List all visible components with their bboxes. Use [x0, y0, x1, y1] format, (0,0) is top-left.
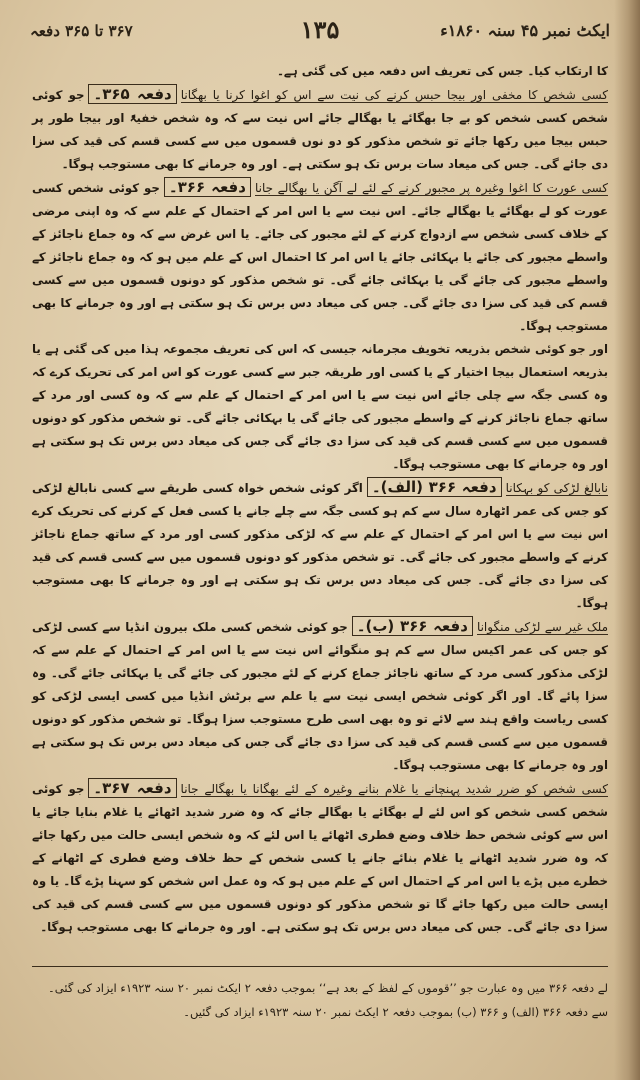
paragraph-text: جو کوئی شخص کسی عورت کو لے بھگائے یا بھگالے جائے۔ اس نیت سے یا اس امر کے احتمال کے علم سے کہ وہ اپنی مرضی کے خلاف کسی شخص سے ازدواج کرنے کے لئے مجبور کی جائے۔ یا اس غرض سے کہ وہ جماع ناجائز کے واسطے مجبور کی جائے یا بہکائی جائے یا اس امر کا احتمال اس کے علم میں ہو کہ وہ جماع ناجائز کے واسطے مجبور کی جائے گی یا بہکائی جائے گی۔ تو شخص مذکور کو دونوں قسموں میں سے کسی قسم کی قید کی سزا دی جائے گی۔ جس کی میعاد دس برس تک ہو سکتی ہے اور وہ جرمانے کا بھی مستوجب ہوگا۔: [32, 181, 608, 333]
paragraph-section-366-continued: [32, 338, 608, 476]
section-heading: دفعہ ۳۶۵۔: [88, 84, 176, 104]
body-text: [32, 60, 608, 960]
footnote-2: سے دفعہ ۳۶۶ (الف) و ۳۶۶ (ب) بموجب دفعہ ۲ ایکٹ نمبر ۲۰ سنہ ۱۹۲۳ء ایزاد کی گئیں۔: [183, 1005, 608, 1019]
section-heading: دفعہ ۳۶۷۔: [88, 778, 176, 798]
marginal-note: ملک غیر سے لڑکی منگوانا: [476, 620, 609, 634]
section-heading: دفعہ ۳۶۶ (ب)۔: [352, 616, 473, 636]
footnote-divider: [32, 966, 608, 967]
paragraph-section-366a: [32, 476, 608, 615]
paragraph-text: جو کوئی شخص کسی ملک بیرون انڈیا سے کسی لڑکی کو جس کی عمر اکیس سال سے کم ہو منگوائے اس نیت سے یا اس امر کے احتمال کے علم سے کہ لڑکی مذکور کسی مرد کے ساتھ ناجائز جماع کرنے کے لئے مجبور کی جائے گی یا بہکائی جائے گی۔ وہ سزا پائے گا۔ اور اگر کوئی شخص ایسی نیت سے یا علم سے برٹش انڈیا میں کسی ایسی لڑکی کو کسی ریاست واقع ہند سے لائے تو وہ بھی اسی طرح مستوجب سزا ہوگا۔ تو شخص مذکور کو دونوں قسموں میں سے کسی قسم کی قید کی سزا دی جائے گی جس کی میعاد دس برس تک ہو سکتی ہے اور وہ جرمانے کا بھی مستوجب ہوگا۔: [32, 620, 608, 772]
paragraph-text: جو کوئی شخص کسی شخص کو بے جا بھگائے یا بھگالے جائے اس نیت سے کہ وہ شخص خفیۃً اور بیجا طور پر حبس بیجا میں رکھا جائے تو شخص مذکور کو دو نوں قسموں میں سے کسی قسم کی قید کی سزا دی جائے گی۔ جس کی میعاد سات برس تک ہو سکتی ہے۔ اور وہ جرمانے کا بھی مستوجب ہوگا۔: [32, 88, 608, 171]
book-spine-shadow: [614, 0, 640, 1080]
marginal-note: نابالغ لڑکی کو بہکانا: [505, 481, 608, 495]
footnote-1: لے دفعہ ۳۶۶ میں وہ عبارت جو ’’قوموں کے لفظ کے بعد ہے‘‘ بموجب دفعہ ۲ ایکٹ نمبر ۲۰ سنہ ۱۹۲۳ء ایزاد کی گئی۔: [48, 981, 608, 995]
marginal-note: کسی شخص کو ضرر شدید پہنچانے یا غلام بنانے وغیرہ کے لئے بھگانا یا بھگالے جانا: [180, 782, 608, 796]
paragraph-text: اگر کوئی شخص خواہ کسی طریقے سے کسی نابالغ لڑکی کو جس کی عمر اٹھارہ سال سے کم ہو کسی جگہ سے چلے جانے یا کسی فعل کے کرنے کی تحریک کرے اس نیت سے یا اس امر کے احتمال کے علم سے کہ لڑکی مذکور کسی اور مرد کے ساتھ جماع ناجائز کرنے کے واسطے مجبور کی جائے گی۔ تو شخص مذکور کو دونوں قسموں میں سے کسی قسم کی قید کی سزا دی جائے گی۔ جس کی میعاد دس برس تک ہو سکتی ہے اور وہ جرمانے کا بھی مستوجب ہوگا۔: [32, 481, 608, 610]
section-heading: دفعہ ۳۶۶۔: [164, 177, 251, 197]
marginal-note: کسی شخص کا مخفی اور بیجا حبس کرنے کی نیت سے اس کو اغوا کرنا یا بھگانا: [180, 88, 608, 102]
section-heading: دفعہ ۳۶۶ (الف)۔: [367, 477, 502, 497]
marginal-note: کسی عورت کا اغوا وغیرہ پر مجبور کرنے کے لئے لے آگن یا بھگالے جانا: [254, 181, 609, 195]
header-act-title: ایکٹ نمبر ۴۵ سنہ ۱۸۶۰ء: [440, 21, 610, 40]
header-section-range: ۳۶۷ تا ۳۶۵ دفعہ: [30, 22, 133, 40]
footnotes: [32, 976, 608, 1056]
paragraph-section-366b: [32, 615, 608, 777]
paragraph-text: جو کوئی شخص کسی شخص کو اس لئے لے بھگائے یا بھگالے جائے کہ وہ ضرر شدید اٹھائے یا غلام بنایا جائے یا اس سے کوئی شخص حظ خلاف وضع فطری اٹھائے یا اس لئے کہ وہ شخص ایسی حالت میں رکھا جائے کہ وہ ضرر شدید اٹھانے یا غلام بنائے جانے یا کسی شخص کے حظ خلاف وضع فطری کے اٹھانے کے خطرے میں پڑے یا اس امر کے احتمال اس کے علم میں ہو کہ وہ عمل اس شخص کو سہنا پڑے گا۔ یا وہ ایسی حالت میں رکھا جائے گا تو شخص مذکور کو دونوں قسموں میں سے کسی قسم کی قید کی سزا دی جائے گی۔ جس کی میعاد دس برس تک ہو سکتی ہے۔ اور وہ جرمانے کا بھی مستوجب ہوگا۔: [32, 782, 608, 934]
paragraph-section-366: [32, 176, 608, 338]
paragraph-section-367: [32, 777, 608, 939]
page-number: ۱۳۵: [300, 15, 340, 44]
paragraph-text: کا ارتکاب کیا۔ جس کی تعریف اس دفعہ میں کی گئی ہے۔: [276, 64, 608, 78]
paragraph-section-365: [32, 83, 608, 176]
page-header: [30, 10, 610, 54]
paragraph-intro: [32, 60, 608, 83]
paragraph-text: اور جو کوئی شخص بذریعہ تخویف مجرمانہ جیسی کہ اس کی تعریف مجموعہ ہذا میں کی گئی ہے یا بذریعہ استعمال بیجا اختیار کے یا کسی اور طریقہ جبر سے کسی عورت کو اس امر کی تحریک کرے کہ وہ کسی جگہ سے چلی جائے اس نیت سے یا اس امر کے احتمال کے علم سے کہ وہ کسی اور مرد کے ساتھ جماع ناجائز کرنے کے واسطے مجبور کی جائے گی یا بہکائی جائے گی۔ تو شخص مذکور کو دونوں قسموں میں سے کسی قسم کی قید کی سزا دی جائے گی جس کی میعاد دس برس تک ہو سکتی ہے اور وہ جرمانے کا بھی مستوجب ہوگا۔: [32, 342, 608, 471]
